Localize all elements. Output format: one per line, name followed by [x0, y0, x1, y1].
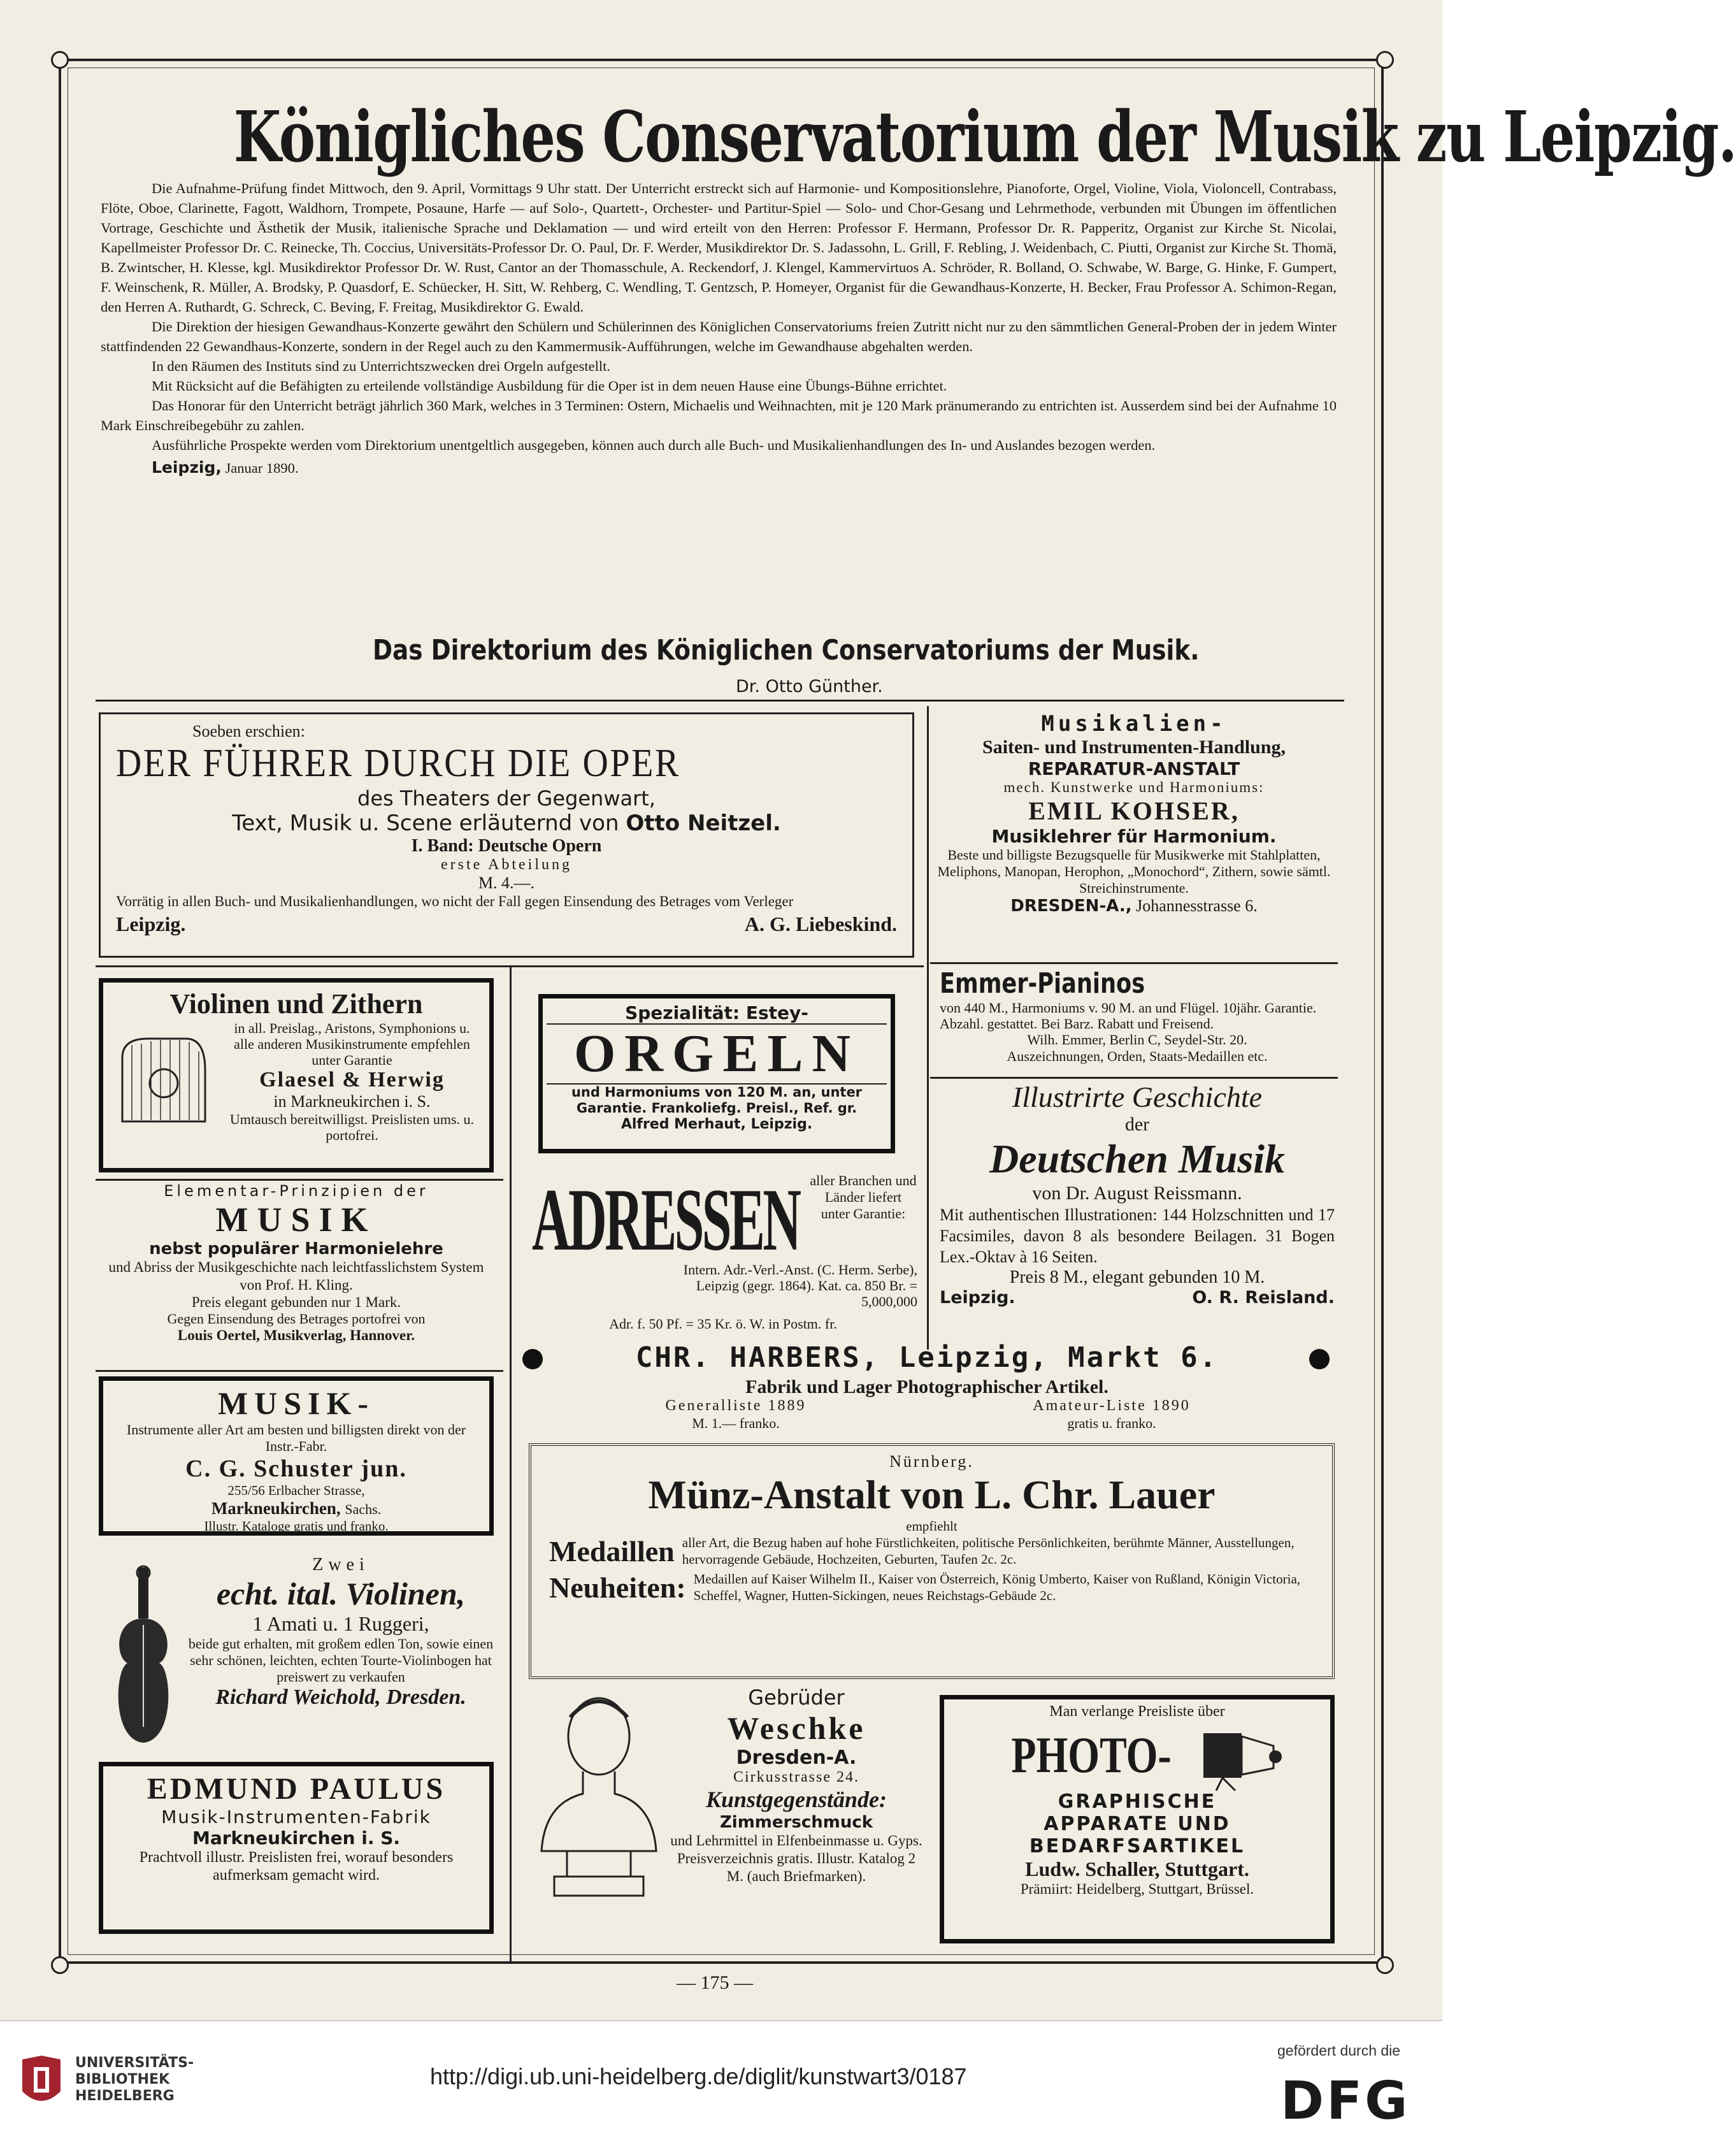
ad-headline: PHOTO- — [1011, 1727, 1172, 1784]
ad-line: aller Branchen und Länder liefert unter Garantie: — [810, 1172, 917, 1222]
ad-headline: MUSIK — [215, 1200, 377, 1239]
corner-ornament — [1376, 1956, 1394, 1974]
university-name — [75, 2055, 194, 2105]
corner-ornament — [51, 1956, 69, 1974]
corner-ornament — [1376, 51, 1394, 69]
page-number: — 175 — — [677, 1972, 753, 1993]
ad-address: Cirkusstrasse 24. — [733, 1769, 859, 1785]
ad-line: Illustr. Kataloge gratis und franko. — [204, 1518, 389, 1534]
ad-line: Spezialität: Estey- — [625, 1002, 808, 1023]
ad-headline: Weschke — [727, 1710, 866, 1746]
ad-line: GRAPHISCHE — [1058, 1791, 1217, 1813]
ad-line: Intern. Adr.-Verl.-Anst. (C. Herm. Serbe), Leipzig (gegr. 1864). Kat. ca. 850 Br. = 5,000,000 — [683, 1262, 917, 1309]
ad-line: des Theaters der Gegenwart, — [357, 786, 656, 811]
ad-line: Sachs. — [345, 1501, 382, 1517]
ad-city: Dresden-A. — [736, 1747, 857, 1769]
ad-estey-orgeln — [538, 994, 895, 1153]
paragraph: Die Direktion der hiesigen Gewandhaus-Konzerte gewährt den Schülern und Schülerinnen des Königlichen Conservatoriums freien Zutritt nicht nur zu den sämmtlichen General-Proben der in jedem Winter stattfindenden 22 Gewandhaus-Konzerte, sondern in der Regel auch zu den Kammermusik-Aufführungen, welche im Gewandhause abgehalten werden. — [101, 319, 1337, 354]
ad-price: M. 4.—. — [478, 874, 535, 892]
ad-line: Beste und billigste Bezugsquelle für Musikwerke mit Stahlplatten, Meliphons, Manopan, Herophon, „Monochord“, Zithern, sowie sämtl. Streichinstrumente. — [937, 847, 1331, 896]
ad-harbers — [519, 1341, 1338, 1437]
ad-line: Gebrüder — [748, 1685, 845, 1710]
ornament — [522, 1349, 543, 1369]
ad-line: der — [1124, 1114, 1150, 1135]
page-title: Königliches Conservatorium der Musik zu Leipzig. — [233, 96, 1736, 178]
ad-line: REPARATUR-ANSTALT — [1028, 758, 1240, 779]
ad-music-history — [940, 1080, 1335, 1348]
footer-divider — [0, 2020, 1442, 2021]
dateline-city: Leipzig, — [152, 458, 222, 477]
announcement-text — [101, 178, 1337, 478]
ad-headline: Musikalien- — [1041, 711, 1227, 737]
divider — [96, 1370, 503, 1372]
ad-adressen — [529, 1172, 917, 1337]
ad-line: beide gut erhalten, mit großem edlen Ton, sowie einen sehr schönen, leichten, echten Tourte-Violinbogen hat preiswert zu verkaufen — [188, 1636, 494, 1685]
ad-italian-violins — [99, 1555, 494, 1752]
ad-line: Umtausch bereitwilligst. Preislisten ums. u. portofrei. — [229, 1111, 475, 1143]
divider — [96, 1179, 503, 1181]
ad-elementar-prinzipien — [99, 1182, 494, 1367]
ad-line: Musiklehrer für Harmonium. — [991, 826, 1277, 847]
ad-price: gratis u. franko. — [1067, 1415, 1156, 1431]
permalink[interactable]: http://digi.ub.uni-heidelberg.de/diglit/kunstwart3/0187 — [430, 2063, 967, 2089]
paragraph: In den Räumen des Instituts sind zu Unterrichtszwecken drei Orgeln aufgestellt. — [152, 358, 611, 374]
ad-headline: DER FÜHRER DURCH DIE OPER — [116, 742, 680, 785]
ad-line: Amateur-Liste 1890 — [1033, 1397, 1191, 1414]
dfg-logo: DFG — [1280, 2071, 1410, 2131]
ad-line: Vorrätig in allen Buch- und Musikalienhandlungen, wo nicht der Fall gegen Einsendung des Betrages vom Verleger — [116, 893, 794, 909]
paragraph: Das Honorar für den Unterricht beträgt jährlich 360 Mark, welches in 3 Terminen: Ostern, Michaelis und Weihnachten, mit je 120 Mark pränumerando zu entrichten ist. Ausserdem sind bei der Aufnahme 10 Mark Einschreibegebühr zu zahlen. — [101, 398, 1337, 433]
ad-line: Fabrik und Lager Photographischer Artikel. — [745, 1376, 1108, 1397]
ad-price: Preis elegant gebunden nur 1 Mark. — [191, 1294, 401, 1310]
ad-line: und Harmoniums von 120 M. an, unter Garantie. Frankoliefg. Preisl., Ref. gr. — [571, 1085, 863, 1116]
divider — [96, 700, 1344, 702]
ad-line: von Dr. August Reissmann. — [1032, 1183, 1242, 1204]
ad-firm: EMIL KOHSER, — [1028, 797, 1240, 825]
ornament — [1309, 1349, 1330, 1369]
ad-firm: Richard Weichold, Dresden. — [215, 1685, 466, 1709]
ad-subhead: Kunstgegenstände: — [705, 1787, 887, 1812]
ad-line: Prachtvoll illustr. Preislisten frei, worauf besonders aufmerksam gemacht wird. — [139, 1849, 454, 1884]
bust-icon — [532, 1692, 666, 1940]
ad-headline: Violinen und Zithern — [169, 988, 423, 1020]
ad-line: BEDARFSARTIKEL — [1029, 1835, 1245, 1857]
ad-headline: EDMUND PAULUS — [147, 1772, 446, 1806]
zither-icon — [116, 1032, 212, 1128]
ad-musikalien — [930, 706, 1338, 961]
ad-headline: Münz-Anstalt von L. Chr. Lauer — [648, 1472, 1216, 1517]
signoff: Das Direktorium des Königlichen Conservatoriums der Musik. — [373, 634, 1200, 667]
dfg-label: gefördert durch die — [1277, 2042, 1401, 2059]
ad-line: und Lehrmittel in Elfenbeinmasse u. Gyps. Preisverzeichnis gratis. Illustr. Katalog 2 M. (auch Briefmarken). — [670, 1833, 922, 1884]
ad-firm: Ludw. Schaller, Stuttgart. — [1025, 1857, 1249, 1880]
ad-subhead: Neuheiten: — [549, 1571, 686, 1604]
ad-line: Mit authentischen Illustrationen: 144 Holzschnitten und 17 Facsimiles, davon 8 als besondere Beilagen. 31 Bogen Lex.-Oktav à 16 Seiten. — [940, 1206, 1335, 1266]
ad-headline: ORGELN — [547, 1023, 887, 1085]
ad-lauer — [529, 1443, 1335, 1679]
ad-photo-schaller — [940, 1695, 1335, 1943]
ad-line: nebst populärer Harmonielehre — [149, 1239, 443, 1258]
ad-headline: Deutschen Musik — [989, 1136, 1286, 1181]
ad-firm: Louis Oertel, Musikverlag, Hannover. — [177, 1327, 415, 1343]
ad-subhead: Medaillen — [549, 1535, 675, 1568]
ad-line: Saiten- und Instrumenten-Handlung, — [982, 737, 1286, 758]
university-name-line: HEIDELBERG — [75, 2088, 175, 2104]
ad-paulus — [99, 1762, 494, 1934]
ad-city: Leipzig. — [940, 1288, 1015, 1308]
ad-line: von 440 M., Harmoniums v. 90 M. an und Flügel. 10jähr. Garantie. Abzahl. gestattet. Bei Barz. Rabatt und Freisend. — [940, 1000, 1317, 1032]
ad-oper-guide — [99, 712, 914, 958]
corner-ornament — [51, 51, 69, 69]
ad-address: Johannesstrasse 6. — [1136, 897, 1258, 915]
ad-emmer — [940, 967, 1335, 1074]
ad-city: Markneukirchen i. S. — [192, 1827, 401, 1849]
ad-author: Otto Neitzel. — [626, 811, 781, 836]
ad-line: Medaillen auf Kaiser Wilhelm II., Kaiser von Österreich, König Umberto, Kaiser von Rußland, Königin Victoria, Scheffel, Wagner, Hutten-Sickingen, neues Reichstags-Gebäude 2c. — [693, 1571, 1301, 1603]
ad-line: Elementar-Prinzipien der — [164, 1182, 429, 1200]
ad-line: I. Band: Deutsche Opern — [411, 836, 602, 856]
university-logo-icon — [16, 2053, 67, 2114]
ad-firm: Glaesel & Herwig — [259, 1068, 445, 1092]
ad-line: Adr. f. 50 Pf. = 35 Kr. ö. W. in Postm. fr. — [609, 1316, 837, 1332]
university-name-line: BIBLIOTHEK — [75, 2072, 170, 2087]
ad-line: 1 Amati u. 1 Ruggeri, — [252, 1612, 429, 1635]
ad-weschke — [529, 1685, 924, 1943]
ad-line: Zwei — [312, 1555, 369, 1575]
ad-line: Prämiirt: Heidelberg, Stuttgart, Brüssel. — [1020, 1881, 1254, 1897]
ad-line: Wilh. Emmer, Berlin C, Seydel-Str. 20. — [1027, 1032, 1247, 1048]
ad-line: empfiehlt — [906, 1518, 958, 1534]
divider — [930, 962, 1338, 964]
ad-city: DRESDEN-A., — [1010, 897, 1132, 916]
ad-headline: ADRESSEN — [532, 1171, 800, 1269]
ad-headline: echt. ital. Violinen, — [216, 1576, 466, 1611]
ad-pre: Soeben erschien: — [192, 722, 305, 740]
paragraph: Mit Rücksicht auf die Befähigten zu erteilende vollständige Ausbildung für die Oper ist in dem neuen Hause eine Übungs-Bühne errichtet. — [152, 378, 947, 394]
ad-line: Man verlange Preisliste über — [1049, 1703, 1225, 1720]
ad-line: in all. Preislag., Aristons, Symphonions u. alle anderen Musikinstrumente empfehlen unter Garantie — [234, 1020, 470, 1068]
ad-city: Nürnberg. — [889, 1452, 974, 1471]
ad-headline: Emmer-Pianinos — [940, 967, 1145, 1000]
ad-city: Markneukirchen, — [211, 1499, 341, 1518]
ad-line: Gegen Einsendung des Betrages portofrei von — [167, 1311, 426, 1327]
ad-line: Auszeichnungen, Orden, Staats-Medaillen etc. — [1007, 1048, 1268, 1064]
paragraph: Ausführliche Prospekte werden vom Direktorium unentgeltlich ausgegeben, können auch durch alle Buch- und Musikalienhandlungen des In- und Auslandes bezogen werden. — [152, 437, 1156, 453]
ad-line: mech. Kunstwerke und Harmoniums: — [1003, 779, 1265, 795]
ad-line: aller Art, die Bezug haben auf hohe Fürstlichkeiten, politische Persönlichkeiten, berühmte Männer, Ausstellungen, hervorragende Gebäude, Hochzeiten, Geburten, Taufen 2c. 2c. — [682, 1535, 1295, 1567]
ad-line: Instrumente aller Art am besten und billigsten direkt von der Instr.-Fabr. — [126, 1422, 466, 1454]
ad-line: Illustrirte Geschichte — [1012, 1081, 1263, 1113]
camera-icon — [1200, 1720, 1283, 1791]
violin-icon — [105, 1568, 182, 1752]
ad-schuster — [99, 1376, 494, 1536]
ad-line: Musik-Instrumenten-Fabrik — [161, 1806, 431, 1827]
column-divider — [510, 967, 512, 1961]
paragraph: Die Aufnahme-Prüfung findet Mittwoch, den 9. April, Vormittags 9 Uhr statt. Der Unterricht erstreckt sich auf Harmonie- und Kompositionslehre, Pianoforte, Orgel, Violine, Viola, Violoncell, Contrabass, Flöte, Oboe, Clarinette, Fagott, Waldhorn, Trompete, Posaune, Harfe — auf Solo-, Quartett-, Orchester- und Partitur-Spiel — Solo- und Chor-Gesang und Lehrmethode, verbunden mit Übungen im öffentlichen Vortrage, Geschichte und Ästhetik der Musik, italienische Sprache und Deklamation — und wird erteilt von den Herren: Professor F. Hermann, Professor Dr. R. Papperitz, Organist zur Kirche St. Nicolai, Kapellmeister Professor Dr. C. Reinecke, Th. Coccius, Universitäts-Professor Dr. O. Paul, Dr. F. Werder, Musikdirektor Dr. S. Jadassohn, L. Grill, F. Rebling, J. Weidenbach, C. Piutti, Organist zur Kirche St. Thomä, B. Zwintscher, H. Klesse, kgl. Musikdirektor Professor Dr. W. Rust, Cantor an der Thomasschule, A. Reckendorf, J. Klengel, Kammervirtuos A. Schröder, R. Bolland, O. Schwabe, W. Barge, G. Hinke, F. Gumpert, F. Weinschenk, R. Müller, A. Brodsky, P. Quasdorf, E. Schüecker, H. Sitt, W. Rehberg, C. Wendling, T. Gentzsch, P. Homeyer, Organist für die Gewandhaus-Konzerte, H. Becker, Frau Professor A. Schimon-Regan, den Herren A. Ruthardt, G. Schreck, C. Beving, F. Freitag, Musikdirektor G. Ewald. — [101, 180, 1337, 315]
divider — [930, 1077, 1338, 1079]
ad-publisher: A. G. Liebeskind. — [744, 912, 897, 935]
ad-price: Preis 8 M., elegant gebunden 10 M. — [1009, 1267, 1265, 1287]
ad-violinen-zithern — [99, 978, 494, 1172]
ad-headline: MUSIK- — [217, 1385, 375, 1421]
ad-line: erste Abteilung — [441, 856, 572, 873]
ad-address: 255/56 Erlbacher Strasse, — [227, 1483, 365, 1498]
ad-line: Text, Musik u. Scene erläuternd von — [232, 811, 619, 836]
ad-firm: C. G. Schuster jun. — [185, 1455, 407, 1482]
ad-line: Zimmerschmuck — [719, 1813, 873, 1832]
ad-price: M. 1.— franko. — [692, 1415, 780, 1431]
university-name-line: UNIVERSITÄTS- — [75, 2055, 194, 2071]
dateline-date: Januar 1890. — [225, 460, 299, 476]
ad-publisher: O. R. Reisland. — [1192, 1288, 1335, 1308]
signer: Dr. Otto Günther. — [736, 677, 883, 696]
ad-line: APPARATE UND — [1044, 1813, 1231, 1835]
ad-line: in Markneukirchen i. S. — [273, 1092, 431, 1111]
ad-city: Leipzig. — [116, 912, 186, 935]
ad-line: Generalliste 1889 — [665, 1397, 807, 1414]
ad-firm: Alfred Merhaut, Leipzig. — [621, 1116, 813, 1132]
ad-line: und Abriss der Musikgeschichte nach leichtfasslichstem System von Prof. H. Kling. — [108, 1259, 484, 1293]
ad-headline: CHR. HARBERS, Leipzig, Markt 6. — [635, 1341, 1219, 1374]
column-divider — [927, 706, 929, 1350]
